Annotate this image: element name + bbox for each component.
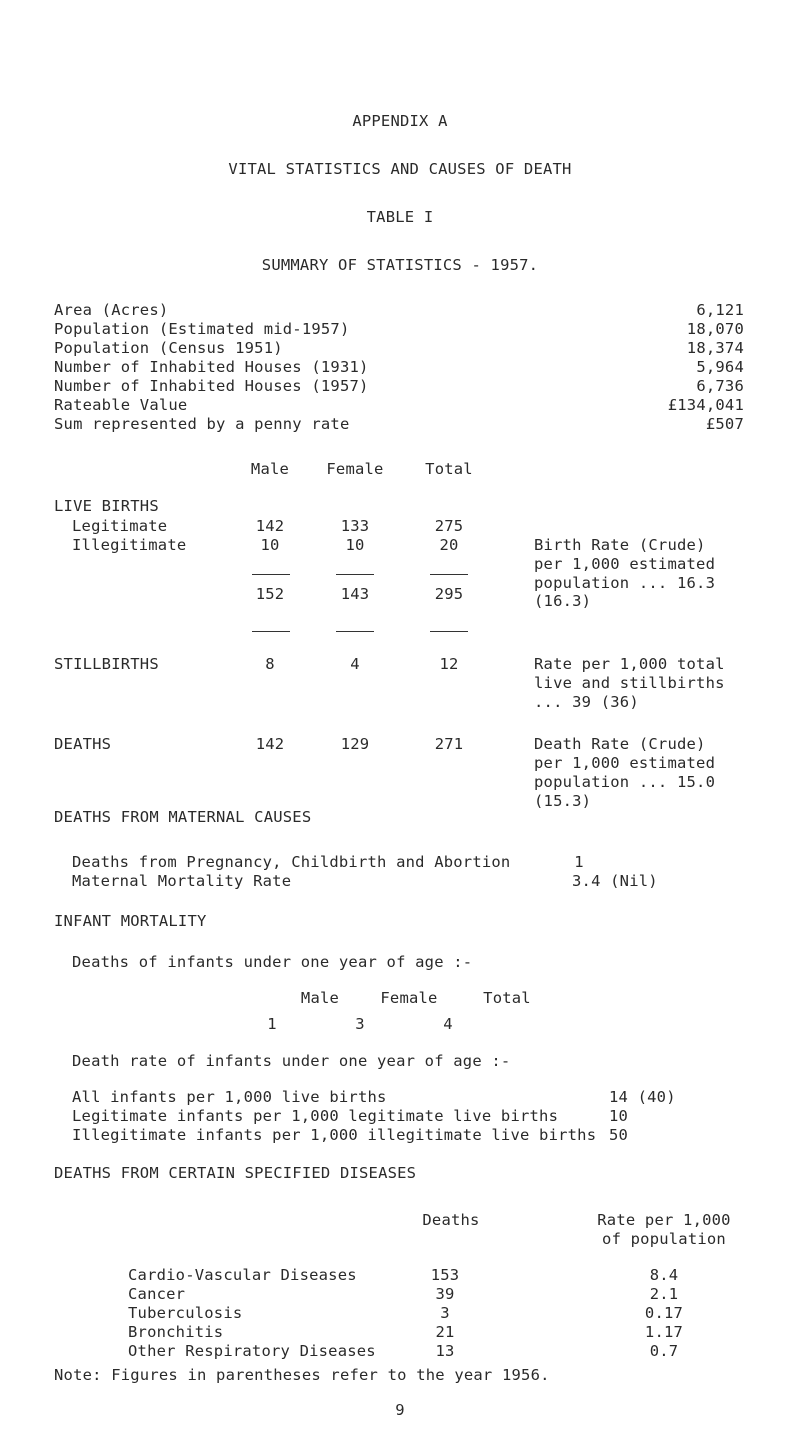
stillbirth-rate-note: Rate per 1,000 total [534,655,725,673]
row-label: Legitimate [72,517,168,535]
subheading: Deaths of infants under one year of age :- [72,953,473,971]
female-value: 10 [345,536,365,554]
female-value: 133 [340,517,370,535]
summary-label: Population (Census 1951) [54,339,283,357]
male-value: 142 [255,735,285,753]
male-value: 8 [265,655,275,673]
summary-value: 18,070 [686,320,744,338]
disease-label: Bronchitis [128,1323,224,1341]
column-header-deaths: Deaths [422,1211,480,1229]
disease-deaths: 39 [435,1285,455,1303]
grand-total: 295 [434,585,464,603]
divider [252,574,290,575]
column-header-female: Female [326,460,384,478]
row-value: 14 (40) [609,1088,676,1106]
appendix-title: APPENDIX A [352,112,448,130]
total-value: 20 [439,536,459,554]
row-value: 3.4 (Nil) [572,872,658,890]
disease-rate: 0.7 [649,1342,679,1360]
disease-deaths: 21 [435,1323,455,1341]
row-label: STILLBIRTHS [54,655,159,673]
column-header-rate: of population [602,1230,726,1248]
summary-label: Population (Estimated mid-1957) [54,320,350,338]
male-value: 10 [260,536,280,554]
birth-rate-note: Birth Rate (Crude) [534,536,706,554]
summary-value: £507 [705,415,744,433]
total-value: 4 [443,1015,453,1033]
summary-value: 18,374 [686,339,744,357]
birth-rate-note: (16.3) [534,592,592,610]
divider [336,574,374,575]
section-heading: DEATHS FROM CERTAIN SPECIFIED DISEASES [54,1164,417,1182]
row-label: All infants per 1,000 live births [72,1088,387,1106]
divider [336,631,374,632]
disease-label: Tuberculosis [128,1304,243,1322]
summary-label: Area (Acres) [54,301,169,319]
row-label: DEATHS [54,735,112,753]
female-value: 4 [350,655,360,673]
stillbirth-rate-note: ... 39 (36) [534,693,639,711]
summary-label: Number of Inhabited Houses (1957) [54,377,369,395]
row-value: 50 [609,1126,629,1144]
male-value: 142 [255,517,285,535]
column-header-total: Total [425,460,473,478]
total-value: 275 [434,517,464,535]
disease-rate: 1.17 [644,1323,684,1341]
summary-value: 6,736 [696,377,744,395]
column-header-rate: Rate per 1,000 [597,1211,731,1229]
death-rate-note: per 1,000 estimated [534,754,716,772]
disease-rate: 8.4 [649,1266,679,1284]
column-header-male: Male [250,460,290,478]
birth-rate-note: per 1,000 estimated [534,555,716,573]
death-rate-note: population ... 15.0 [534,773,716,791]
male-total: 152 [255,585,285,603]
column-header-total: Total [483,989,531,1007]
stillbirth-rate-note: live and stillbirths [534,674,725,692]
divider [252,631,290,632]
divider [430,574,468,575]
row-label: Legitimate infants per 1,000 legitimate live births [72,1107,559,1125]
disease-rate: 2.1 [649,1285,679,1303]
divider [430,631,468,632]
summary-value: 5,964 [696,358,744,376]
disease-label: Cancer [128,1285,186,1303]
summary-title: SUMMARY OF STATISTICS - 1957. [261,256,539,274]
total-value: 271 [434,735,464,753]
disease-deaths: 153 [430,1266,460,1284]
row-label: Maternal Mortality Rate [72,872,292,890]
female-value: 129 [340,735,370,753]
summary-value: 6,121 [696,301,744,319]
table-title: TABLE I [366,208,434,226]
female-total: 143 [340,585,370,603]
female-value: 3 [355,1015,365,1033]
column-header-male: Male [300,989,340,1007]
birth-rate-note: population ... 16.3 [534,574,716,592]
section-heading: INFANT MORTALITY [54,912,207,930]
death-rate-note: (15.3) [534,792,592,810]
page-number: 9 [395,1401,405,1419]
row-value: 10 [609,1107,629,1125]
document-subtitle: VITAL STATISTICS AND CAUSES OF DEATH [228,160,572,178]
male-value: 1 [267,1015,277,1033]
row-label: Illegitimate [72,536,187,554]
summary-label: Rateable Value [54,396,188,414]
footnote: Note: Figures in parentheses refer to the year 1956. [54,1366,550,1384]
subheading: Death rate of infants under one year of age :- [72,1052,511,1070]
summary-label: Sum represented by a penny rate [54,415,350,433]
disease-deaths: 13 [435,1342,455,1360]
disease-label: Other Respiratory Diseases [128,1342,376,1360]
row-value: 1 [574,853,584,871]
column-header-female: Female [380,989,438,1007]
row-label: Deaths from Pregnancy, Childbirth and Abortion [72,853,511,871]
summary-label: Number of Inhabited Houses (1931) [54,358,369,376]
section-heading: LIVE BIRTHS [54,497,159,515]
disease-label: Cardio-Vascular Diseases [128,1266,357,1284]
disease-rate: 0.17 [644,1304,684,1322]
death-rate-note: Death Rate (Crude) [534,735,706,753]
row-label: Illegitimate infants per 1,000 illegitimate live births [72,1126,597,1144]
disease-deaths: 3 [440,1304,450,1322]
total-value: 12 [439,655,459,673]
summary-value: £134,041 [667,396,744,414]
section-heading: DEATHS FROM MATERNAL CAUSES [54,808,312,826]
